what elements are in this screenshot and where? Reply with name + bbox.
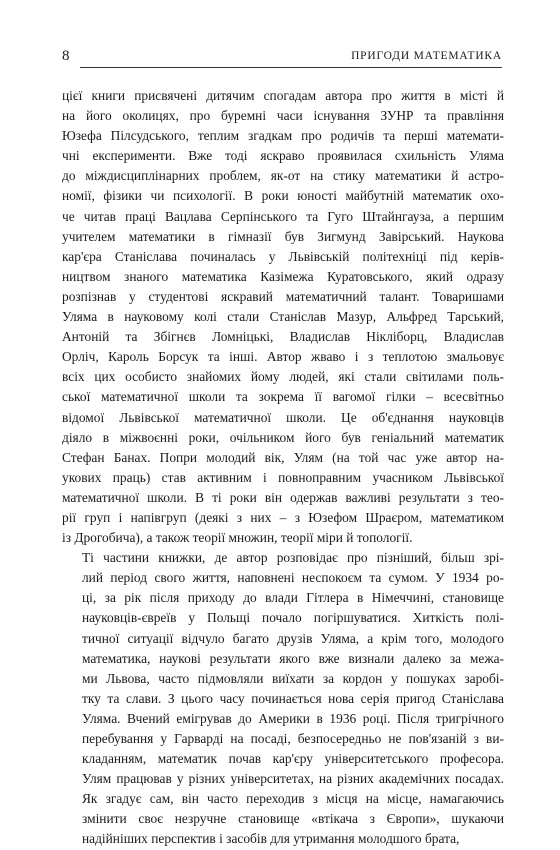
text-line: учителем математики в гімназії був Зигмунд Завірський. Наукова <box>62 228 504 244</box>
text-line: розпізнав у студентові яскравий математичний талант. Товаришами <box>62 288 504 304</box>
text-line: із Дрогобича), а також теорії множин, теорії міри й топології. <box>62 530 413 546</box>
text-line: перебування у Гарварді на посаді, безпосередньо не пов'язаній з ви- <box>82 731 504 746</box>
text-line: Юзефа Пілсудського, теплим згадкам про родичів та перші математи- <box>62 128 504 144</box>
text-line: змінити своє незручне становище «втікача з Європи», шукаючи <box>82 811 504 827</box>
text-line: укових праць) став активним і повноправним учасником Львівської <box>62 469 504 485</box>
text-line: до міждисциплінарних проблем, як-от на стику математики й астро- <box>62 168 504 184</box>
text-line: діяло в міжвоєнні роки, очільником його був геніальний математик <box>62 429 504 445</box>
text-line: номії, фізики чи психології. В роки юності майбутній математик охо- <box>62 188 504 204</box>
running-title: ПРИГОДИ МАТЕМАТИКА <box>351 50 502 62</box>
text-line: Ті частини книжки, де автор розповідає про пізніший, більш зрі- <box>82 550 504 566</box>
text-line: на його околицях, про буремні часи існування ЗУНР та правління <box>62 108 504 124</box>
text-line: кладанням, математик почав кар'єру університетського професора. <box>82 751 504 767</box>
text-line: цієї книги присвячені дитячим спогадам автора про життя в місті й <box>62 88 504 103</box>
text-line: Стефан Банах. Попри молодий вік, Улям (на той час уже автор на- <box>62 449 504 465</box>
text-line: математика, наукові результати якого вже визнали далеко за межа- <box>82 650 504 666</box>
text-line: всіх цих особисто знайомих йому людей, які стали світилами поль- <box>62 369 504 385</box>
running-header <box>62 46 502 66</box>
text-line: Уляма. Вчений емігрував до Америки в 1936 році. Після тригрічного <box>82 710 504 726</box>
text-line: рії груп і напівгруп (деякі з них – з Юзефом Шраєром, математиком <box>62 509 504 525</box>
paragraph <box>62 86 504 548</box>
text-line: надійніших перспектив і засобів для утримання молодшого брата, <box>82 831 460 847</box>
paragraph <box>62 548 504 849</box>
text-line: науковців-євреїв у Польщі почало погіршуватися. Хиткість полі- <box>82 610 504 626</box>
text-line: ництвом знаного математика Казімежа Куратовського, який одразу <box>62 268 504 284</box>
text-line: відомої Львівської математичної школи. Це об'єднання науковців <box>62 409 504 425</box>
text-line: Орліч, Кароль Борсук та інші. Автор жваво і з теплотою змальовує <box>62 349 504 365</box>
text-line: Уляма в науковому колі стали Станіслав Мазур, Альфред Тарський, <box>62 309 504 325</box>
body-text <box>62 86 504 850</box>
text-line: Улям працював у різних університетах, на різних академічних посадах. <box>82 771 504 787</box>
text-line: тичної ситуації відчуло багато друзів Уляма, а крім того, молодого <box>82 630 504 646</box>
text-line: ми Львова, часто підмовляли виїхати за кордон у пошуках заробі- <box>82 670 504 686</box>
text-line: тку та слави. З цього часу починається нова серія пригод Станіслава <box>82 690 504 706</box>
text-line: Антоній та Збігнєв Ломніцькі, Владислав Нікліборц, Владислав <box>62 329 504 345</box>
text-line: лий період свого життя, наповнені неспокоєм та сумом. У 1934 ро- <box>82 570 504 586</box>
page-number: 8 <box>62 48 70 64</box>
text-line: ської математичної школи та зокрема її вагомої гілки – всесвітньо <box>62 389 504 405</box>
header-rule <box>80 67 502 68</box>
text-line: чні експерименти. Вже тоді яскраво проявилася схильність Уляма <box>62 148 504 164</box>
text-line: Як згадує сам, він часто переходив з місця на місце, намагаючись <box>82 791 504 807</box>
text-line: кар'єра Станіслава починалась у Львівській політехніці під керів- <box>62 248 504 264</box>
text-line: математичної школи. В ті роки він одержав важливі результати з тео- <box>62 489 504 505</box>
text-line: че читав праці Вацлава Серпінського та Гуго Штайнгауза, а першим <box>62 208 504 224</box>
text-line: ці, за рік після приходу до влади Гітлера в Німеччині, становище <box>82 590 504 606</box>
